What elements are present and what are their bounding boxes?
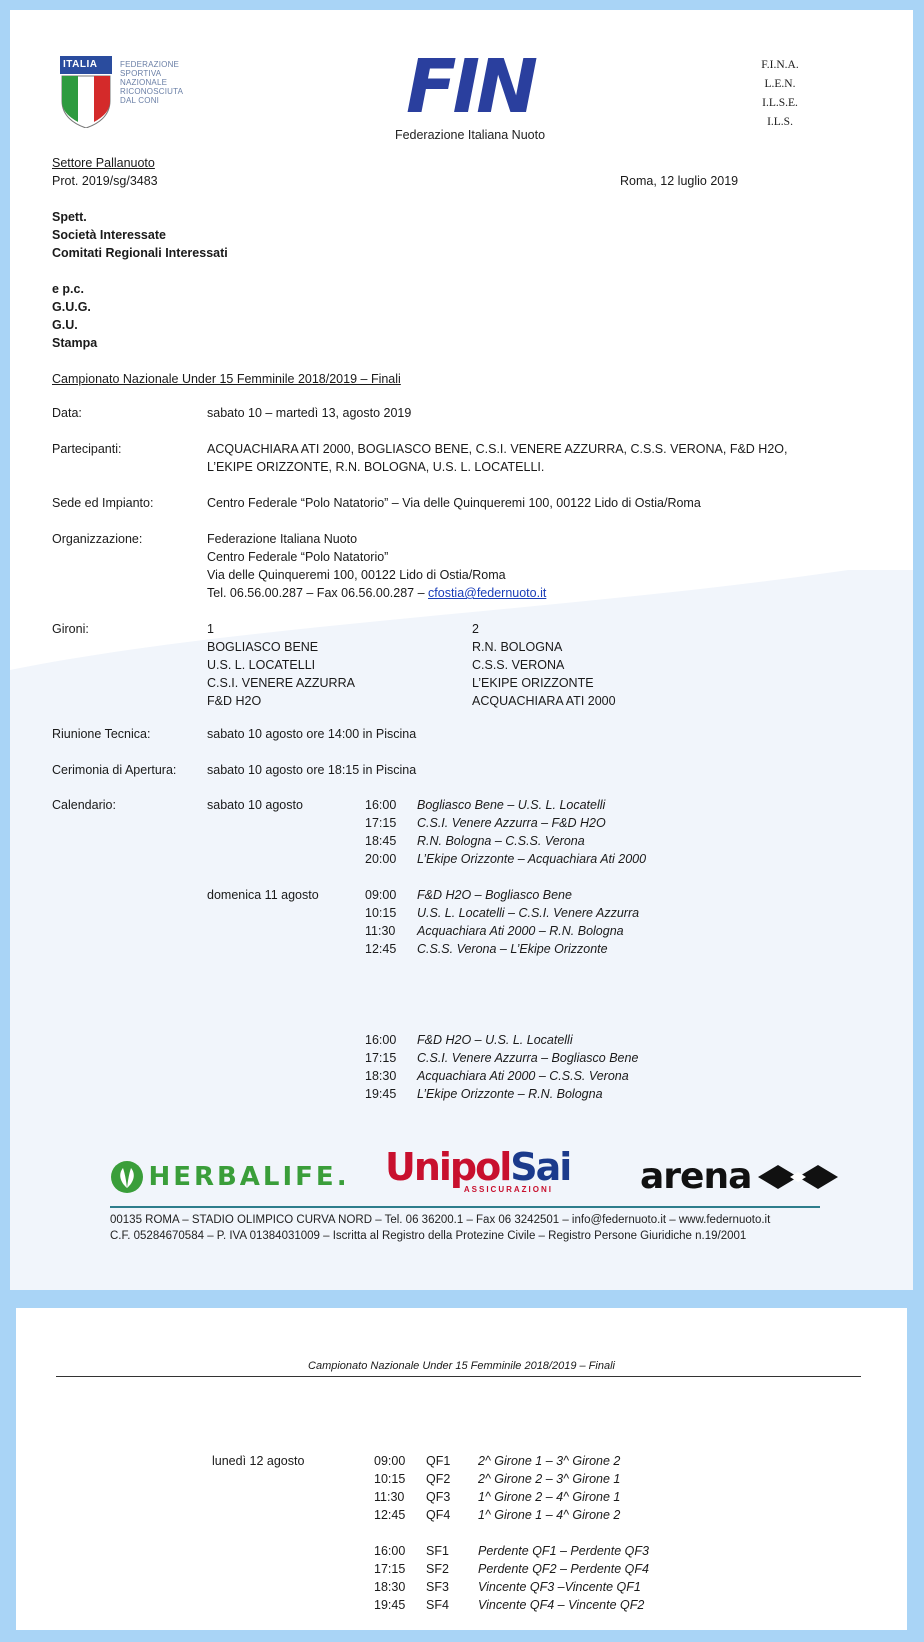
cc-line: G.U. — [52, 318, 78, 332]
organization-contact — [207, 584, 546, 602]
match-row — [365, 1067, 638, 1085]
semifinals — [374, 1542, 649, 1614]
group-team: C.S.S. VERONA — [472, 658, 565, 672]
coni-line: RICONOSCIUTA — [120, 87, 184, 96]
match-row — [374, 1560, 649, 1578]
letter-subject: Campionato Nazionale Under 15 Femminile 2018/2019 – Finali — [52, 372, 401, 386]
group-team: U.S. L. LOCATELLI — [207, 658, 316, 672]
match-teams: Acquachiara Ati 2000 – C.S.S. Verona — [417, 1069, 629, 1083]
calendar-day: sabato 10 agosto — [207, 798, 303, 812]
group-team: BOGLIASCO BENE — [207, 640, 319, 654]
match-teams: Perdente QF1 – Perdente QF3 — [478, 1544, 649, 1558]
match-row — [374, 1578, 649, 1596]
match-time: 19:45 — [374, 1598, 406, 1612]
match-teams: Acquachiara Ati 2000 – R.N. Bologna — [417, 924, 624, 938]
affiliation: I.L.S. — [767, 116, 793, 128]
group-1 — [207, 620, 355, 710]
document-page-2 — [16, 1308, 907, 1630]
group-2 — [472, 620, 616, 710]
data-label: Data: — [52, 406, 82, 420]
match-row — [374, 1488, 620, 1506]
match-time: 18:45 — [365, 834, 397, 848]
international-affiliations — [750, 56, 810, 132]
running-header: Campionato Nazionale Under 15 Femminile 2018/2019 – Finali — [308, 1360, 615, 1372]
calendar-label: Calendario: — [52, 798, 116, 812]
group-team: R.N. BOLOGNA — [472, 640, 563, 654]
venue-value: Centro Federale “Polo Natatorio” – Via delle Quinqueremi 100, 00122 Lido di Ostia/Roma — [207, 496, 701, 510]
match-time: 17:15 — [365, 816, 397, 830]
letter-date: Roma, 12 luglio 2019 — [620, 174, 739, 188]
opening-ceremony-value: sabato 10 agosto ore 18:15 in Piscina — [207, 763, 417, 777]
match-code: QF4 — [426, 1508, 451, 1522]
group-team: L’EKIPE ORIZZONTE — [472, 676, 594, 690]
match-code: SF3 — [426, 1580, 449, 1594]
match-time: 10:15 — [374, 1472, 406, 1486]
venue-label: Sede ed Impianto: — [52, 496, 154, 510]
arena-diamond-icon — [756, 1161, 840, 1193]
match-row — [365, 814, 646, 832]
match-row — [365, 832, 646, 850]
header-rule — [56, 1376, 861, 1377]
participants-line: L’EKIPE ORIZZONTE, R.N. BOLOGNA, U.S. L. LOCATELLI. — [207, 460, 545, 474]
technical-meeting-value: sabato 10 agosto ore 14:00 in Piscina — [207, 727, 417, 741]
match-teams: F&D H2O – U.S. L. Locatelli — [417, 1033, 573, 1047]
data-value: sabato 10 – martedì 13, agosto 2019 — [207, 406, 412, 420]
match-teams: 2^ Girone 2 – 3^ Girone 1 — [478, 1472, 621, 1486]
affiliation: I.L.S.E. — [762, 97, 798, 109]
group-team: ACQUACHIARA ATI 2000 — [472, 694, 616, 708]
match-teams: L’Ekipe Orizzonte – Acquachiara Ati 2000 — [417, 852, 647, 866]
match-teams: R.N. Bologna – C.S.S. Verona — [417, 834, 585, 848]
coni-line: SPORTIVA NAZIONALE — [120, 69, 168, 87]
match-teams: Bogliasco Bene – U.S. L. Locatelli — [417, 798, 606, 812]
match-row — [365, 940, 639, 958]
match-time: 12:45 — [365, 942, 397, 956]
match-teams: Vincente QF4 – Vincente QF2 — [478, 1598, 645, 1612]
match-teams: C.S.S. Verona – L’Ekipe Orizzonte — [417, 942, 608, 956]
assicurazioni-label: ASSICURAZIONI — [463, 1185, 553, 1194]
herbalife-wordmark: HERBALIFE. — [148, 1162, 350, 1192]
match-teams: 1^ Girone 1 – 4^ Girone 2 — [478, 1508, 621, 1522]
arena-wordmark: arena — [640, 1156, 752, 1197]
match-row — [365, 1049, 638, 1067]
match-teams: F&D H2O – Bogliasco Bene — [417, 888, 572, 902]
match-time: 12:45 — [374, 1508, 406, 1522]
affiliation: L.E.N. — [764, 78, 796, 90]
organization-line: Federazione Italiana Nuoto — [207, 532, 358, 546]
match-time: 11:30 — [374, 1490, 405, 1504]
italia-badge-text: ITALIA — [63, 59, 98, 70]
match-code: SF2 — [426, 1562, 449, 1576]
match-teams: Vincente QF3 –Vincente QF1 — [478, 1580, 641, 1594]
organization-line: Centro Federale “Polo Natatorio” — [207, 550, 389, 564]
coni-line: DAL CONI — [120, 96, 160, 105]
footer-address: 00135 ROMA – STADIO OLIMPICO CURVA NORD – Tel. 06 36200.1 – Fax 06 3242501 – info@federnuoto.it – www.federnuoto.it — [110, 1214, 771, 1226]
match-row — [365, 922, 639, 940]
calendar-sun-morning — [365, 886, 639, 958]
group-number: 1 — [207, 622, 214, 636]
match-row — [374, 1596, 649, 1614]
match-row — [374, 1506, 620, 1524]
opening-ceremony-label: Cerimonia di Apertura: — [52, 763, 177, 777]
document-page-1 — [10, 10, 913, 1290]
recipient-line: Comitati Regionali Interessati — [52, 246, 228, 260]
organization-label: Organizzazione: — [52, 532, 143, 546]
match-time: 17:15 — [365, 1051, 397, 1065]
match-time: 16:00 — [365, 798, 397, 812]
match-teams: Perdente QF2 – Perdente QF4 — [478, 1562, 649, 1576]
match-row — [365, 1031, 638, 1049]
match-code: QF2 — [426, 1472, 451, 1486]
organization-phone: Tel. 06.56.00.287 – Fax 06.56.00.287 – — [207, 586, 429, 600]
match-row — [365, 886, 639, 904]
groups-label: Gironi: — [52, 622, 89, 636]
match-time: 18:30 — [374, 1580, 406, 1594]
unipolsai-logo — [385, 1145, 571, 1194]
calendar-sat — [365, 796, 646, 868]
match-row — [374, 1452, 620, 1470]
match-code: QF1 — [426, 1454, 451, 1468]
cc-line: Stampa — [52, 336, 98, 350]
match-time: 10:15 — [365, 906, 397, 920]
match-code: SF1 — [426, 1544, 449, 1558]
match-row — [365, 904, 639, 922]
calendar-day: domenica 11 agosto — [207, 888, 319, 902]
match-time: 09:00 — [374, 1454, 406, 1468]
match-row — [374, 1542, 649, 1560]
herbalife-logo — [110, 1160, 350, 1194]
group-team: C.S.I. VENERE AZZURRA — [207, 676, 355, 690]
cc-line: e p.c. — [52, 282, 84, 296]
email-link[interactable]: cfostia@federnuoto.it — [428, 586, 547, 600]
fin-subtitle: Federazione Italiana Nuoto — [394, 128, 546, 142]
group-team: F&D H2O — [207, 694, 262, 708]
match-time: 20:00 — [365, 852, 397, 866]
match-row — [365, 796, 646, 814]
coni-text — [120, 60, 183, 105]
arena-logo — [640, 1156, 840, 1197]
cc-line: G.U.G. — [52, 300, 91, 314]
coni-line: FEDERAZIONE — [120, 60, 180, 69]
organization-line: Via delle Quinqueremi 100, 00122 Lido di Ostia/Roma — [207, 568, 506, 582]
recipient-line: Società Interessate — [52, 228, 166, 242]
match-row — [374, 1470, 620, 1488]
match-row — [365, 1085, 638, 1103]
sai-wordmark: Sai — [510, 1145, 571, 1189]
match-code: QF3 — [426, 1490, 451, 1504]
match-code: SF4 — [426, 1598, 449, 1612]
affiliation: F.I.N.A. — [761, 59, 799, 71]
match-teams: 1^ Girone 2 – 4^ Girone 1 — [478, 1490, 621, 1504]
match-time: 19:45 — [365, 1087, 397, 1101]
calendar-sun-afternoon — [365, 1031, 638, 1103]
participants-line: ACQUACHIARA ATI 2000, BOGLIASCO BENE, C.S.I. VENERE AZZURRA, C.S.S. VERONA, F&D H2O, — [207, 442, 788, 456]
technical-meeting-label: Riunione Tecnica: — [52, 727, 151, 741]
match-teams: C.S.I. Venere Azzurra – Bogliasco Bene — [417, 1051, 639, 1065]
match-time: 11:30 — [365, 924, 396, 938]
protocol-number: Prot. 2019/sg/3483 — [52, 174, 158, 188]
calendar-day: lunedì 12 agosto — [212, 1454, 305, 1468]
match-teams: U.S. L. Locatelli – C.S.I. Venere Azzurra — [417, 906, 640, 920]
match-time: 18:30 — [365, 1069, 397, 1083]
sector-title: Settore Pallanuoto — [52, 156, 155, 170]
footer-fiscal: C.F. 05284670584 – P. IVA 01384031009 – Iscritta al Registro della Protezine Civile – Registro Persone Giuridiche n.19/2001 — [110, 1230, 747, 1242]
quarterfinals — [374, 1452, 620, 1524]
match-time: 16:00 — [365, 1033, 397, 1047]
herbalife-leaf-icon — [110, 1160, 144, 1194]
match-teams: C.S.I. Venere Azzurra – F&D H2O — [417, 816, 606, 830]
match-time: 16:00 — [374, 1544, 406, 1558]
fin-logo — [365, 44, 575, 142]
match-time: 09:00 — [365, 888, 397, 902]
coni-logo — [60, 56, 184, 133]
footer-divider — [110, 1206, 820, 1208]
match-time: 17:15 — [374, 1562, 406, 1576]
match-teams: 2^ Girone 1 – 3^ Girone 2 — [478, 1454, 621, 1468]
group-number: 2 — [472, 622, 479, 636]
fin-wordmark: FIN — [405, 44, 534, 130]
match-row — [365, 850, 646, 868]
unipol-wordmark: Unipol — [385, 1145, 511, 1189]
recipient-line: Spett. — [52, 210, 87, 224]
participants-label: Partecipanti: — [52, 442, 122, 456]
match-teams: L’Ekipe Orizzonte – R.N. Bologna — [417, 1087, 603, 1101]
